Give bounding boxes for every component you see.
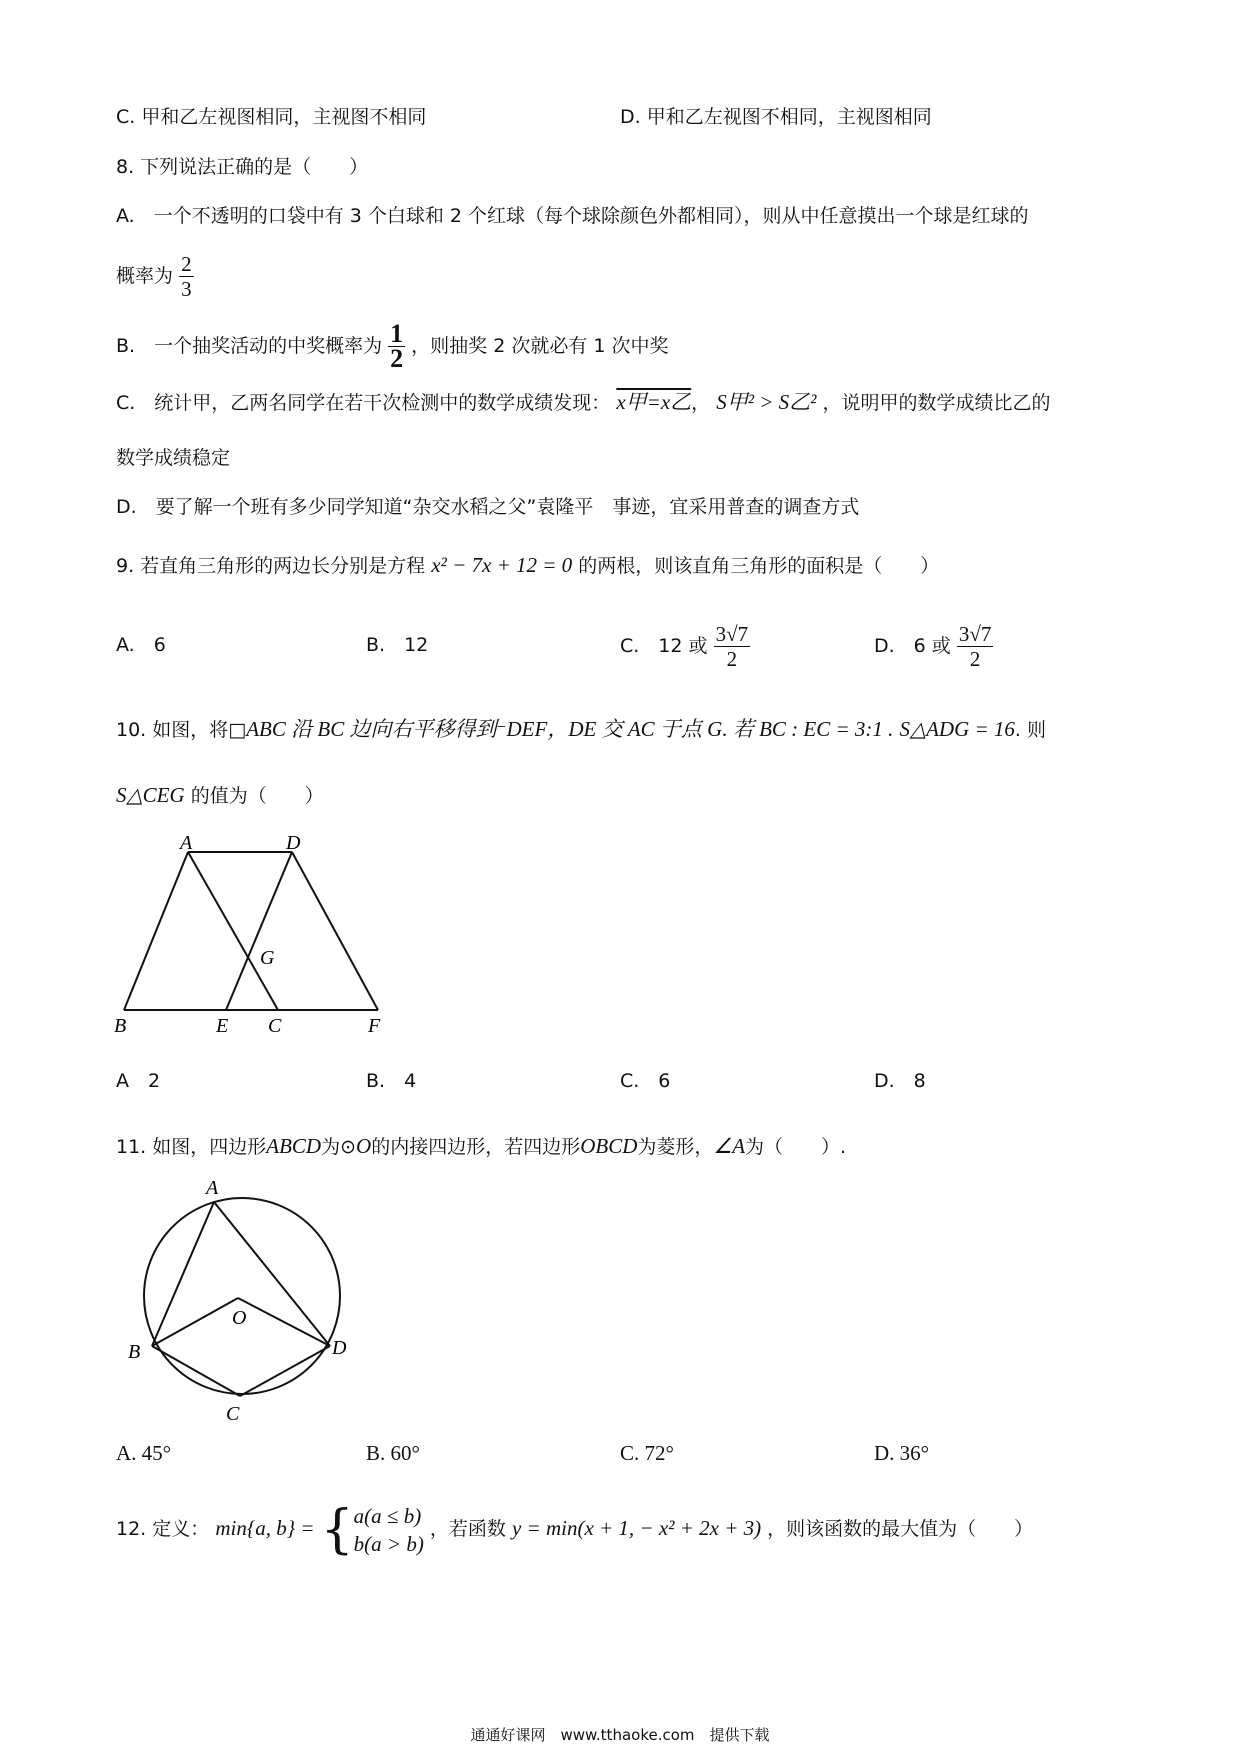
q12-stem [116, 1498, 1033, 1559]
q9-equation: x² − 7x + 12 = 0 [431, 553, 573, 577]
q11-m1: ABCD [266, 1134, 322, 1158]
q10-option-b: B. 4 [366, 1070, 417, 1092]
parallel-glyph-icon: ⁻ [496, 719, 507, 741]
q10-area-adg: S△ADG = 16 [899, 717, 1015, 741]
label-o: O [232, 1307, 247, 1329]
box-glyph-icon: □ [228, 719, 247, 741]
q8-option-c: C. 统计甲，乙两名同学在若干次检测中的数学成绩发现： x甲=x乙， S甲² > S乙² ，说明甲的数学成绩比乙的 [116, 390, 1051, 414]
q11-stem [116, 1133, 846, 1160]
q8-option-c-mean-equation: x甲=x乙 [616, 390, 692, 414]
q10-figure [100, 830, 420, 1045]
q8-option-a-denominator: 3 [181, 277, 192, 301]
label-e: E [216, 1015, 229, 1037]
q10-stem-line2-text: 的值为（ ） [190, 785, 324, 807]
seg-bc [152, 1346, 240, 1396]
seg-cd [240, 1346, 330, 1396]
q8-option-c-pre: C. 统计甲，乙两名同学在若干次检测中的数学成绩发现： [116, 392, 611, 414]
seg-de [226, 852, 292, 1010]
q12-function: y = min(x + 1, − x² + 2x + 3) [511, 1516, 762, 1540]
q10-option-d: D. 8 [874, 1070, 926, 1092]
label-d: D [286, 832, 301, 854]
q9-option-d-fraction [957, 622, 994, 671]
q9-stem [116, 552, 939, 579]
label-g: G [260, 947, 275, 969]
q9-option-c-pre: C. 12 或 [620, 635, 708, 657]
q11-option-c: C. 72° [620, 1441, 674, 1465]
label-d: D [332, 1337, 347, 1359]
q12-stem-pre: 12. 定义： [116, 1518, 210, 1540]
q9-option-a: A. 6 [116, 634, 166, 656]
q11-option-b: B. 60° [366, 1441, 420, 1465]
q8-option-c-post: ，说明甲的数学成绩比乙的 [822, 392, 1051, 414]
label-b: B [128, 1341, 141, 1363]
q11-figure [110, 1168, 360, 1428]
q8-option-b-denominator: 2 [390, 344, 404, 373]
q9-option-d [874, 622, 993, 671]
q10-stem-a: 10. 如图，将 [116, 719, 229, 741]
label-a: A [180, 832, 193, 854]
q10-option-c: C. 6 [620, 1070, 671, 1092]
label-c: C [268, 1015, 282, 1037]
q10-stem-line2 [116, 782, 324, 809]
label-a: A [206, 1177, 219, 1199]
q8-option-b [116, 319, 669, 373]
q10-option-a: A 2 [116, 1070, 161, 1092]
q11-stem-mid: 为⊙ [321, 1136, 357, 1158]
q8-option-d: D. 要了解一个班有多少同学知道“杂交水稻之父”袁隆平 事迹，宜采用普查的调查方式 [116, 496, 860, 518]
q8-stem: 8. 下列说法正确的是（ ） [116, 156, 369, 178]
q9-stem-post: 的两根，则该直角三角形的面积是（ ） [578, 555, 940, 577]
q9-option-b: B. 12 [366, 634, 429, 656]
q8-option-c-line2: 数学成绩稳定 [116, 447, 231, 469]
q12-case1: a(a ≤ b) [353, 1503, 422, 1528]
q8-option-b-numerator: 1 [390, 319, 404, 348]
q10-stem-end: . 则 [1014, 719, 1047, 741]
q9-option-c-fraction [714, 622, 751, 671]
q8-option-a-text: 概率为 [116, 265, 174, 287]
q9-option-c [620, 622, 750, 671]
label-f: F [368, 1015, 381, 1037]
seg-df [292, 852, 378, 1010]
q12-case2: b(a > b) [353, 1531, 424, 1556]
q12-cases [354, 1502, 424, 1558]
q8-option-b-post: ，则抽奖 2 次就必有 1 次中奖 [411, 335, 669, 357]
q8-option-b-fraction [388, 319, 405, 373]
q9-option-c-denominator: 2 [726, 647, 738, 671]
q11-option-d: D. 36° [874, 1441, 930, 1465]
q8-option-a-fraction [179, 252, 194, 301]
q10-area-ceg: S△CEG [116, 783, 185, 807]
q7-option-c: C. 甲和乙左视图相同，主视图不相同 [116, 106, 427, 128]
q8-option-a-numerator: 2 [181, 252, 192, 276]
q11-option-a: A. 45° [116, 1441, 172, 1465]
q9-option-d-pre: D. 6 或 [874, 635, 951, 657]
q10-stem-c: DEF，DE 交 AC 于点 G. 若 BC : EC = 3:1 . [506, 717, 894, 741]
q11-stem-mid2: 的内接四边形，若四边形 [371, 1136, 581, 1158]
label-b: B [114, 1015, 127, 1037]
q12-stem-mid: ，若函数 [429, 1518, 506, 1540]
q8-option-a-line1: A. 一个不透明的口袋中有 3 个白球和 2 个红球（每个球除颜色外都相同），则从中任意摸出一个球是红球的 [116, 205, 1029, 227]
q8-option-c-variance-inequality: S甲² > S乙² [716, 390, 817, 414]
q9-stem-pre: 9. 若直角三角形的两边长分别是方程 [116, 555, 426, 577]
q12-stem-end: ，则该函数的最大值为（ ） [767, 1518, 1034, 1540]
seg-ac [188, 852, 278, 1010]
q9-option-c-numerator: 3√7 [715, 622, 749, 646]
page-footer: 通通好课网 www.tthaoke.com 提供下载 [470, 1726, 770, 1744]
left-brace-icon: { [320, 1499, 354, 1560]
seg-ab [124, 852, 188, 1010]
q10-stem-b: ABC 沿 BC 边向右平移得到 [246, 717, 497, 741]
q11-m4: ∠A [713, 1134, 746, 1158]
q8-option-b-pre: B. 一个抽奖活动的中奖概率为 [116, 335, 383, 357]
q11-stem-mid3: 为菱形， [637, 1136, 714, 1158]
seg-ab [152, 1202, 214, 1346]
q11-m2: O [356, 1134, 372, 1158]
q11-m3: OBCD [580, 1134, 638, 1158]
q9-option-d-denominator: 2 [969, 647, 981, 671]
q9-option-d-numerator: 3√7 [958, 622, 992, 646]
label-c: C [226, 1403, 240, 1425]
q11-stem-pre: 11. 如图，四边形 [116, 1136, 267, 1158]
q11-stem-end: 为（ ）. [745, 1136, 847, 1158]
q8-option-a-line2 [116, 252, 194, 301]
q7-option-d: D. 甲和乙左视图不相同，主视图相同 [620, 106, 932, 128]
q12-min-def: min{a, b} = [215, 1516, 315, 1540]
q10-stem [116, 716, 1046, 743]
seg-ob [152, 1298, 238, 1346]
seg-od [238, 1298, 330, 1346]
